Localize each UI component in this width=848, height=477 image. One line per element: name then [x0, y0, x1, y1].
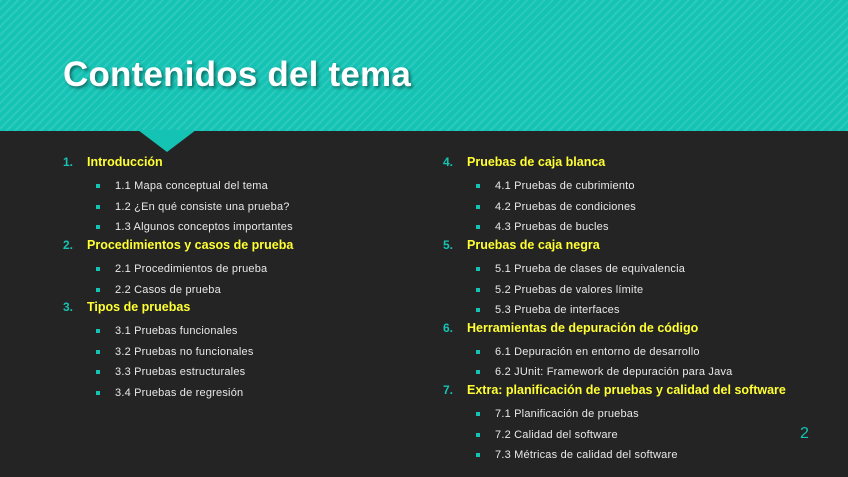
section-number: 7.: [443, 382, 454, 397]
subsection-list: [63, 321, 293, 403]
section-number: 3.: [63, 299, 74, 314]
page-number: 2: [800, 425, 809, 442]
toc-section: [63, 155, 293, 238]
square-bullet-icon: [96, 288, 100, 292]
subsection-label: 1.1 Mapa conceptual del tema: [115, 180, 268, 193]
subsection-label: 7.1 Planificación de pruebas: [495, 408, 639, 421]
section-title: Extra: planificación de pruebas y calidad del software: [467, 382, 786, 397]
section-number: 4.: [443, 155, 454, 169]
section-heading: [443, 383, 786, 404]
section-heading: [443, 321, 786, 342]
toc-section: [443, 383, 786, 466]
subsection-label: 4.3 Pruebas de bucles: [495, 221, 609, 234]
subsection-item: [443, 217, 786, 238]
subsection-item: [443, 445, 786, 466]
section-heading: [63, 238, 293, 259]
square-bullet-icon: [476, 267, 480, 271]
subsection-item: [63, 259, 293, 280]
section-title: Procedimientos y casos de prueba: [87, 237, 294, 252]
square-bullet-icon: [476, 370, 480, 374]
section-heading: [63, 155, 293, 176]
subsection-label: 3.1 Pruebas funcionales: [115, 325, 238, 338]
subsection-item: [63, 197, 293, 218]
section-heading: [63, 300, 293, 321]
square-bullet-icon: [476, 308, 480, 312]
subsection-label: 1.3 Algunos conceptos importantes: [115, 221, 293, 234]
subsection-label: 6.1 Depuración en entorno de desarrollo: [495, 345, 700, 358]
subsection-item: [443, 300, 786, 321]
subsection-item: [443, 362, 786, 383]
subsection-item: [443, 424, 786, 445]
banner-notch: [138, 130, 196, 152]
toc-left-column: [63, 155, 293, 403]
square-bullet-icon: [476, 205, 480, 209]
square-bullet-icon: [476, 433, 480, 437]
section-title: Pruebas de caja blanca: [467, 155, 606, 169]
section-number: 5.: [443, 237, 454, 252]
subsection-item: [443, 404, 786, 425]
toc-section: [443, 155, 786, 238]
toc-section: [63, 300, 293, 403]
subsection-list: [443, 176, 786, 238]
section-heading: [443, 155, 786, 176]
subsection-list: [443, 404, 786, 466]
square-bullet-icon: [476, 184, 480, 188]
square-bullet-icon: [476, 288, 480, 292]
square-bullet-icon: [96, 205, 100, 209]
toc-section: [63, 238, 293, 300]
square-bullet-icon: [96, 225, 100, 229]
subsection-label: 7.3 Métricas de calidad del software: [495, 449, 678, 462]
section-number: 6.: [443, 320, 454, 335]
subsection-label: 3.3 Pruebas estructurales: [115, 366, 246, 379]
square-bullet-icon: [476, 453, 480, 457]
section-title: Herramientas de depuración de código: [467, 320, 699, 335]
section-number: 1.: [63, 155, 74, 169]
subsection-list: [443, 342, 786, 383]
square-bullet-icon: [96, 329, 100, 333]
subsection-label: 3.2 Pruebas no funcionales: [115, 345, 254, 358]
section-title: Tipos de pruebas: [87, 299, 191, 314]
toc-section: [443, 321, 786, 383]
subsection-item: [63, 342, 293, 363]
square-bullet-icon: [96, 391, 100, 395]
subsection-item: [63, 176, 293, 197]
subsection-item: [63, 321, 293, 342]
section-heading: [443, 238, 786, 259]
subsection-item: [443, 279, 786, 300]
subsection-item: [63, 217, 293, 238]
square-bullet-icon: [96, 370, 100, 374]
slide-title: Contenidos del tema: [63, 55, 412, 94]
subsection-label: 2.2 Casos de prueba: [115, 283, 221, 296]
subsection-label: 5.3 Prueba de interfaces: [495, 304, 620, 317]
subsection-list: [63, 176, 293, 238]
toc-section: [443, 238, 786, 321]
subsection-label: 2.1 Procedimientos de prueba: [115, 263, 268, 276]
subsection-label: 3.4 Pruebas de regresión: [115, 387, 244, 400]
square-bullet-icon: [476, 225, 480, 229]
subsection-label: 1.2 ¿En qué consiste una prueba?: [115, 200, 290, 213]
square-bullet-icon: [476, 350, 480, 354]
subsection-label: 7.2 Calidad del software: [495, 428, 618, 441]
subsection-label: 6.2 JUnit: Framework de depuración para Java: [495, 366, 733, 379]
subsection-item: [443, 176, 786, 197]
section-title: Pruebas de caja negra: [467, 237, 600, 252]
toc-right-column: [443, 155, 786, 466]
square-bullet-icon: [96, 350, 100, 354]
subsection-item: [443, 342, 786, 363]
subsection-item: [443, 197, 786, 218]
subsection-label: 5.1 Prueba de clases de equivalencia: [495, 263, 686, 276]
subsection-label: 4.1 Pruebas de cubrimiento: [495, 180, 635, 193]
square-bullet-icon: [96, 184, 100, 188]
subsection-item: [63, 279, 293, 300]
subsection-list: [443, 259, 786, 321]
subsection-item: [443, 259, 786, 280]
square-bullet-icon: [476, 412, 480, 416]
subsection-label: 5.2 Pruebas de valores límite: [495, 283, 644, 296]
section-number: 2.: [63, 237, 74, 252]
subsection-item: [63, 383, 293, 404]
square-bullet-icon: [96, 267, 100, 271]
section-title: Introducción: [87, 155, 163, 169]
subsection-item: [63, 362, 293, 383]
subsection-label: 4.2 Pruebas de condiciones: [495, 200, 636, 213]
subsection-list: [63, 259, 293, 300]
